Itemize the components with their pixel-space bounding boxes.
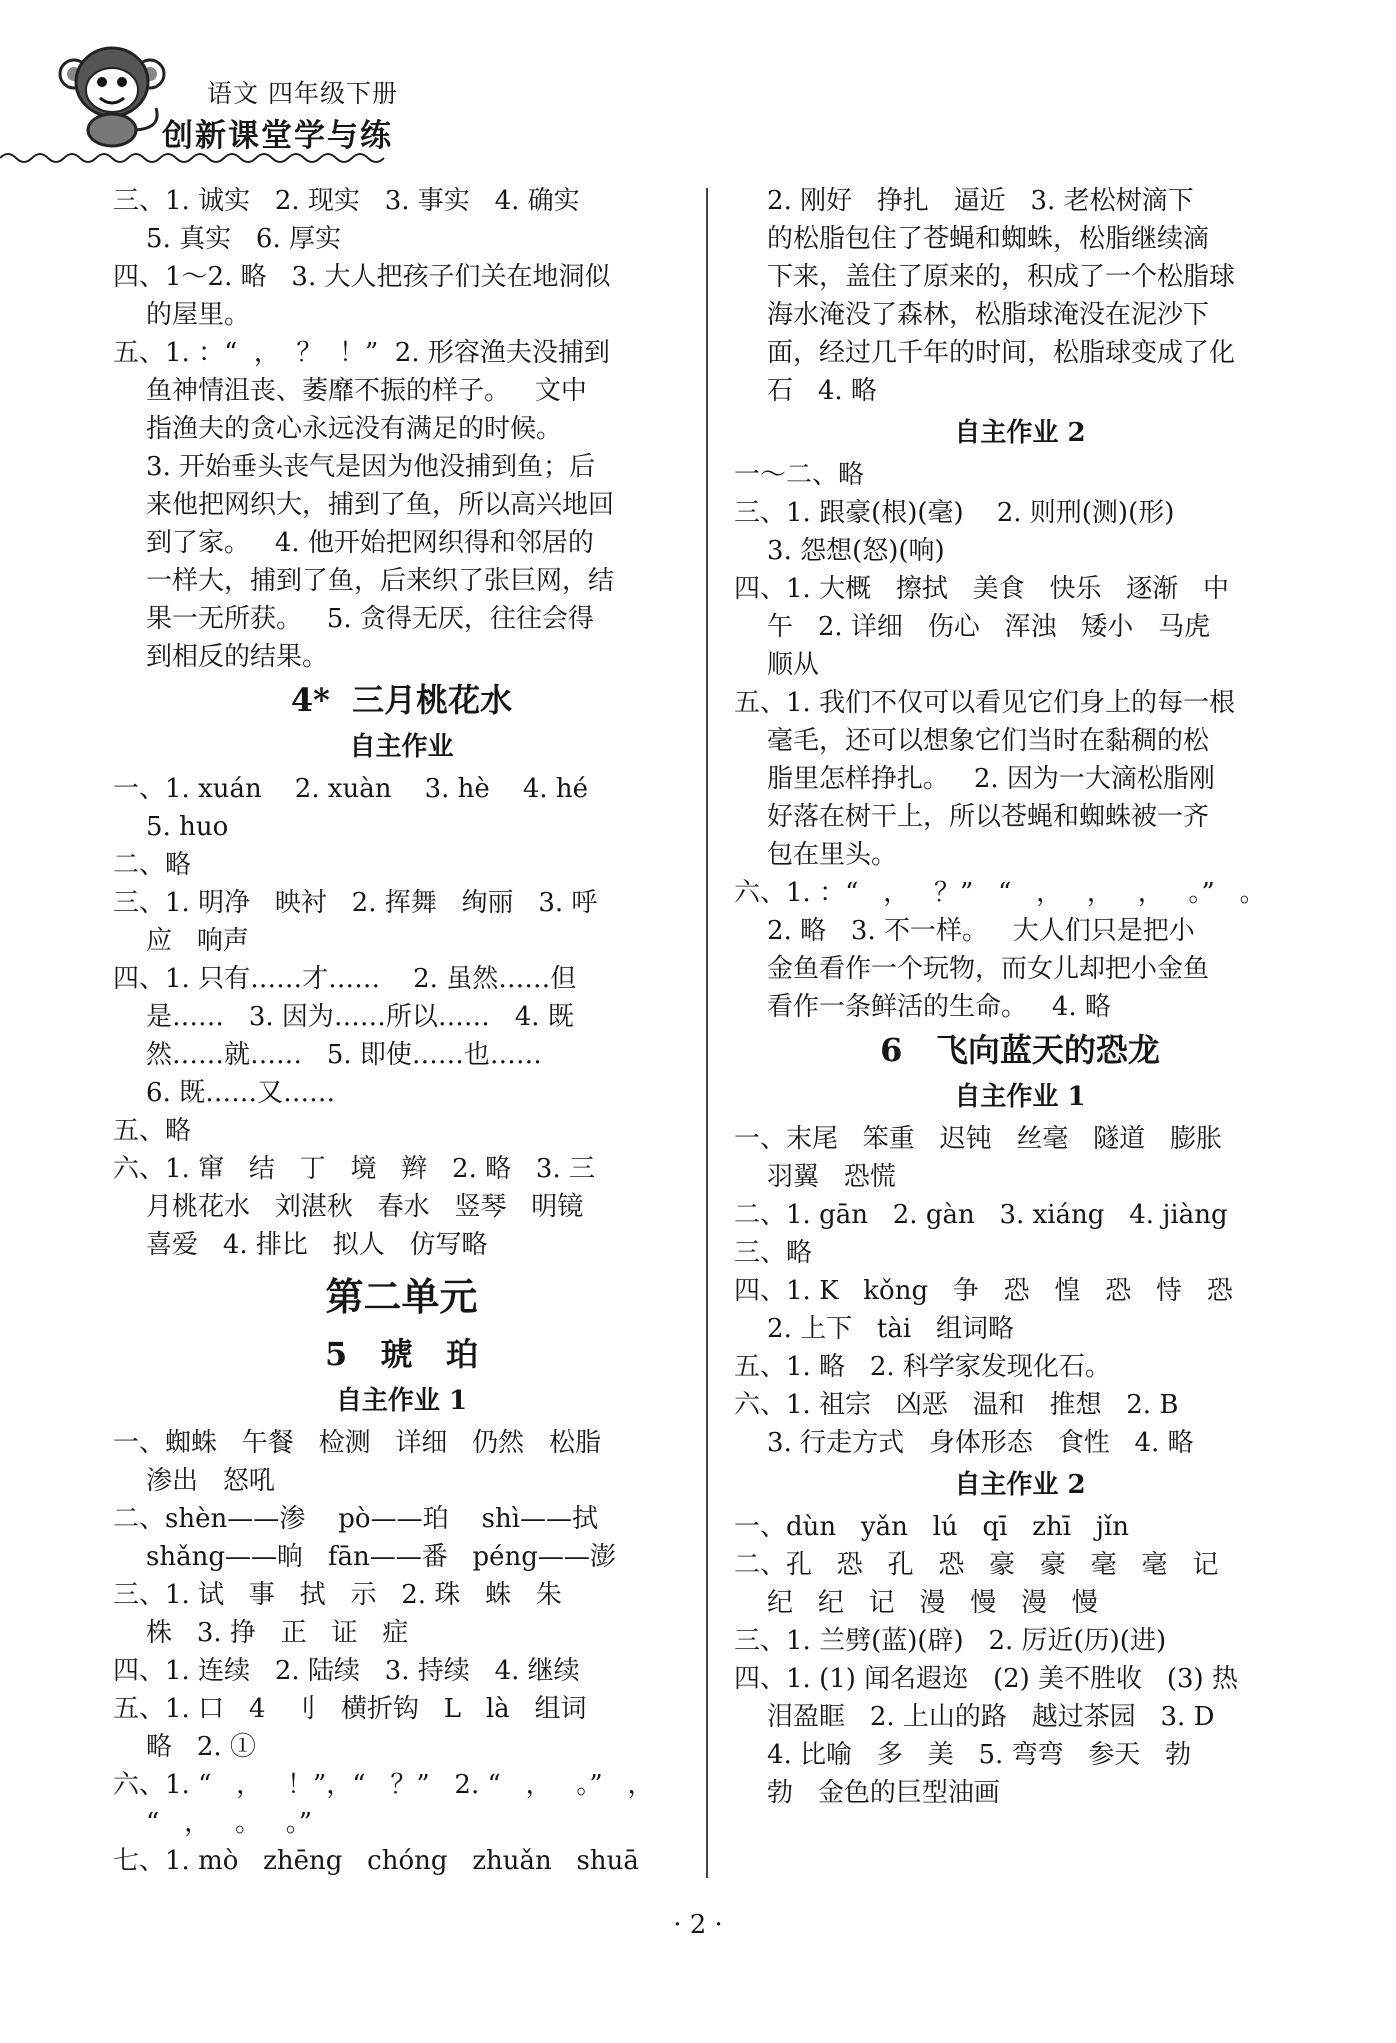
answer-line: 毫毛，还可以想象它们当时在黏稠的松 <box>734 726 1210 756</box>
answer-line: 的屋里。 <box>113 300 251 330</box>
answer-line: 羽翼 恐慌 <box>734 1162 896 1192</box>
answer-line: 脂里怎样挣扎。 2. 因为一大滴松脂刚 <box>734 764 1215 794</box>
answer-line: 六、1. 祖宗 凶恶 温和 推想 2. B <box>734 1390 1179 1420</box>
answer-column-left <box>113 182 690 1880</box>
answer-line: 3. 怨想(怒)(响) <box>734 536 945 566</box>
header-wave-divider <box>0 148 390 168</box>
answer-line: 下来，盖住了原来的，积成了一个松脂球 <box>734 262 1236 292</box>
answer-line: 五、1. 口 4 刂 横折钩 L là 组词 <box>113 1694 587 1724</box>
answer-column-right <box>734 182 1306 1812</box>
answer-line: “ ， 。 。” <box>113 1808 313 1838</box>
lesson-heading: 4* 三月桃花水 <box>290 681 513 719</box>
answer-line: 二、略 <box>113 850 192 880</box>
answer-line: 包在里头。 <box>734 840 898 870</box>
answer-line: 四、1. K kǒng 争 恐 惶 恐 恃 恐 <box>734 1276 1233 1306</box>
answer-line: 二、1. gān 2. gàn 3. xiáng 4. jiàng <box>734 1200 1228 1230</box>
answer-line: 4. 比喻 多 美 5. 弯弯 参天 勃 <box>734 1740 1192 1770</box>
answer-line: 喜爱 4. 排比 拟人 仿写略 <box>113 1230 488 1260</box>
answer-line: 一、末尾 笨重 迟钝 丝毫 隧道 膨胀 <box>734 1124 1222 1154</box>
answer-line: 略 2. ① <box>113 1732 256 1762</box>
answer-line: 一、dùn yǎn lú qī zhī jǐn <box>734 1512 1129 1542</box>
answer-line: 六、1. “ ， ！”，“ ？” 2. “ ， 。” ， <box>113 1770 654 1800</box>
answer-line: 六、1. 窜 结 丁 境 辫 2. 略 3. 三 <box>113 1154 595 1184</box>
exercise-heading: 自主作业 1 <box>954 1082 1086 1112</box>
exercise-heading: 自主作业 2 <box>954 418 1086 448</box>
answer-line: 是…… 3. 因为……所以…… 4. 既 <box>113 1002 574 1032</box>
header-title: 创新课堂学与练 <box>162 118 393 154</box>
answer-line: 一～二、略 <box>734 460 865 490</box>
answer-line: 株 3. 挣 正 证 症 <box>113 1618 409 1648</box>
answer-line: 应 响声 <box>113 926 249 956</box>
answer-line: 来他把网织大，捕到了鱼，所以高兴地回 <box>113 490 615 520</box>
answer-line: 三、1. 诚实 2. 现实 3. 事实 4. 确实 <box>113 186 580 216</box>
answer-line: 6. 既……又…… <box>113 1078 336 1108</box>
answer-line: 指渔夫的贪心永远没有满足的时候。 <box>113 414 563 444</box>
answer-line: 2. 略 3. 不一样。 大人们只是把小 <box>734 916 1195 946</box>
unit-heading: 第二单元 <box>325 1274 478 1319</box>
page-number: · 2 · <box>673 1910 723 1940</box>
answer-line: 三、略 <box>734 1238 813 1268</box>
answer-line: 四、1. 大概 擦拭 美食 快乐 逐渐 中 <box>734 574 1230 604</box>
answer-line: 四、1～2. 略 3. 大人把孩子们关在地洞似 <box>113 262 611 292</box>
answer-line: 一、蜘蛛 午餐 检测 详细 仍然 松脂 <box>113 1428 601 1458</box>
answer-line: 二、孔 恐 孔 恐 豪 豪 毫 毫 记 <box>734 1550 1219 1580</box>
answer-line: 面，经过几千年的时间，松脂球变成了化 <box>734 338 1236 368</box>
answer-line: 看作一条鲜活的生命。 4. 略 <box>734 992 1111 1022</box>
answer-line: 的松脂包住了苍蝇和蜘蛛，松脂继续滴 <box>734 224 1210 254</box>
answer-line: 顺从 <box>734 650 820 680</box>
answer-line: 然……就…… 5. 即使……也…… <box>113 1040 542 1070</box>
answer-line: 三、1. 试 事 拭 示 2. 珠 蛛 朱 <box>113 1580 562 1610</box>
answer-line: 2. 上下 tài 组词略 <box>734 1314 1014 1344</box>
answer-line: 5. huo <box>113 812 229 842</box>
answer-line: 泪盈眶 2. 上山的路 越过茶园 3. D <box>734 1702 1215 1732</box>
answer-line: 渗出 怒吼 <box>113 1466 275 1496</box>
answer-line: 好落在树干上，所以苍蝇和蜘蛛被一齐 <box>734 802 1210 832</box>
answer-line: 2. 刚好 挣扎 逼近 3. 老松树滴下 <box>734 186 1194 216</box>
answer-line: 3. 行走方式 身体形态 食性 4. 略 <box>734 1428 1194 1458</box>
column-divider <box>706 188 708 1878</box>
lesson-heading: 5 琥 珀 <box>324 1335 479 1373</box>
answer-line: 四、1. (1) 闻名遐迩 (2) 美不胜收 (3) 热 <box>734 1664 1238 1694</box>
answer-line: 到相反的结果。 <box>113 642 329 672</box>
answer-line: 一、1. xuán 2. xuàn 3. hè 4. hé <box>113 774 589 804</box>
answer-line: 五、1. ：“ ， ？ ！” 2. 形容渔夫没捕到 <box>113 338 610 368</box>
page-header <box>0 0 1396 175</box>
answer-line: 5. 真实 6. 厚实 <box>113 224 341 254</box>
answer-line: 到了家。 4. 他开始把网织得和邻居的 <box>113 528 594 558</box>
answer-line: 二、shèn——渗 pò——珀 shì——拭 <box>113 1504 599 1534</box>
answer-line: 勃 金色的巨型油画 <box>734 1778 1000 1808</box>
answer-line: 鱼神情沮丧、萎靡不振的样子。 文中 <box>113 376 587 406</box>
exercise-heading: 自主作业 2 <box>954 1470 1086 1500</box>
answer-line: 三、1. 明净 映衬 2. 挥舞 绚丽 3. 呼 <box>113 888 598 918</box>
answer-line: 六、1. ：“ ， ？” “ ， ， ， 。” 。 <box>734 878 1266 908</box>
answer-line: shǎng——晌 fān——番 péng——澎 <box>113 1542 616 1572</box>
answer-line: 果一无所获。 5. 贪得无厌，往往会得 <box>113 604 594 634</box>
answer-line: 三、1. 兰劈(蓝)(辟) 2. 厉近(历)(进) <box>734 1626 1167 1656</box>
answer-line: 四、1. 连续 2. 陆续 3. 持续 4. 继续 <box>113 1656 580 1686</box>
answer-line: 3. 开始垂头丧气是因为他没捕到鱼；后 <box>113 452 596 482</box>
answer-line: 五、1. 我们不仅可以看见它们身上的每一根 <box>734 688 1236 718</box>
answer-line: 四、1. 只有……才…… 2. 虽然……但 <box>113 964 577 994</box>
answer-line: 午 2. 详细 伤心 浑浊 矮小 马虎 <box>734 612 1211 642</box>
answer-line: 三、1. 跟豪(根)(毫) 2. 则刑(测)(形) <box>734 498 1175 528</box>
exercise-heading: 自主作业 <box>349 732 454 762</box>
answer-line: 一样大，捕到了鱼，后来织了张巨网，结 <box>113 566 615 596</box>
answer-line: 海水淹没了森林，松脂球淹没在泥沙下 <box>734 300 1210 330</box>
answer-line: 五、略 <box>113 1116 192 1146</box>
answer-line: 金鱼看作一个玩物，而女儿却把小金鱼 <box>734 954 1210 984</box>
header-subtitle: 语文 四年级下册 <box>207 79 398 108</box>
answer-line: 七、1. mò zhēng chóng zhuǎn shuā <box>113 1846 639 1876</box>
lesson-heading: 6 飞向蓝天的恐龙 <box>880 1031 1160 1069</box>
exercise-heading: 自主作业 1 <box>335 1386 468 1416</box>
monkey-mascot-icon <box>52 38 172 148</box>
answer-line: 五、1. 略 2. 科学家发现化石。 <box>734 1352 1111 1382</box>
answer-line: 石 4. 略 <box>734 376 877 406</box>
answer-line: 纪 纪 记 漫 慢 漫 慢 <box>734 1588 1098 1618</box>
answer-line: 月桃花水 刘湛秋 春水 竖琴 明镜 <box>113 1192 584 1222</box>
